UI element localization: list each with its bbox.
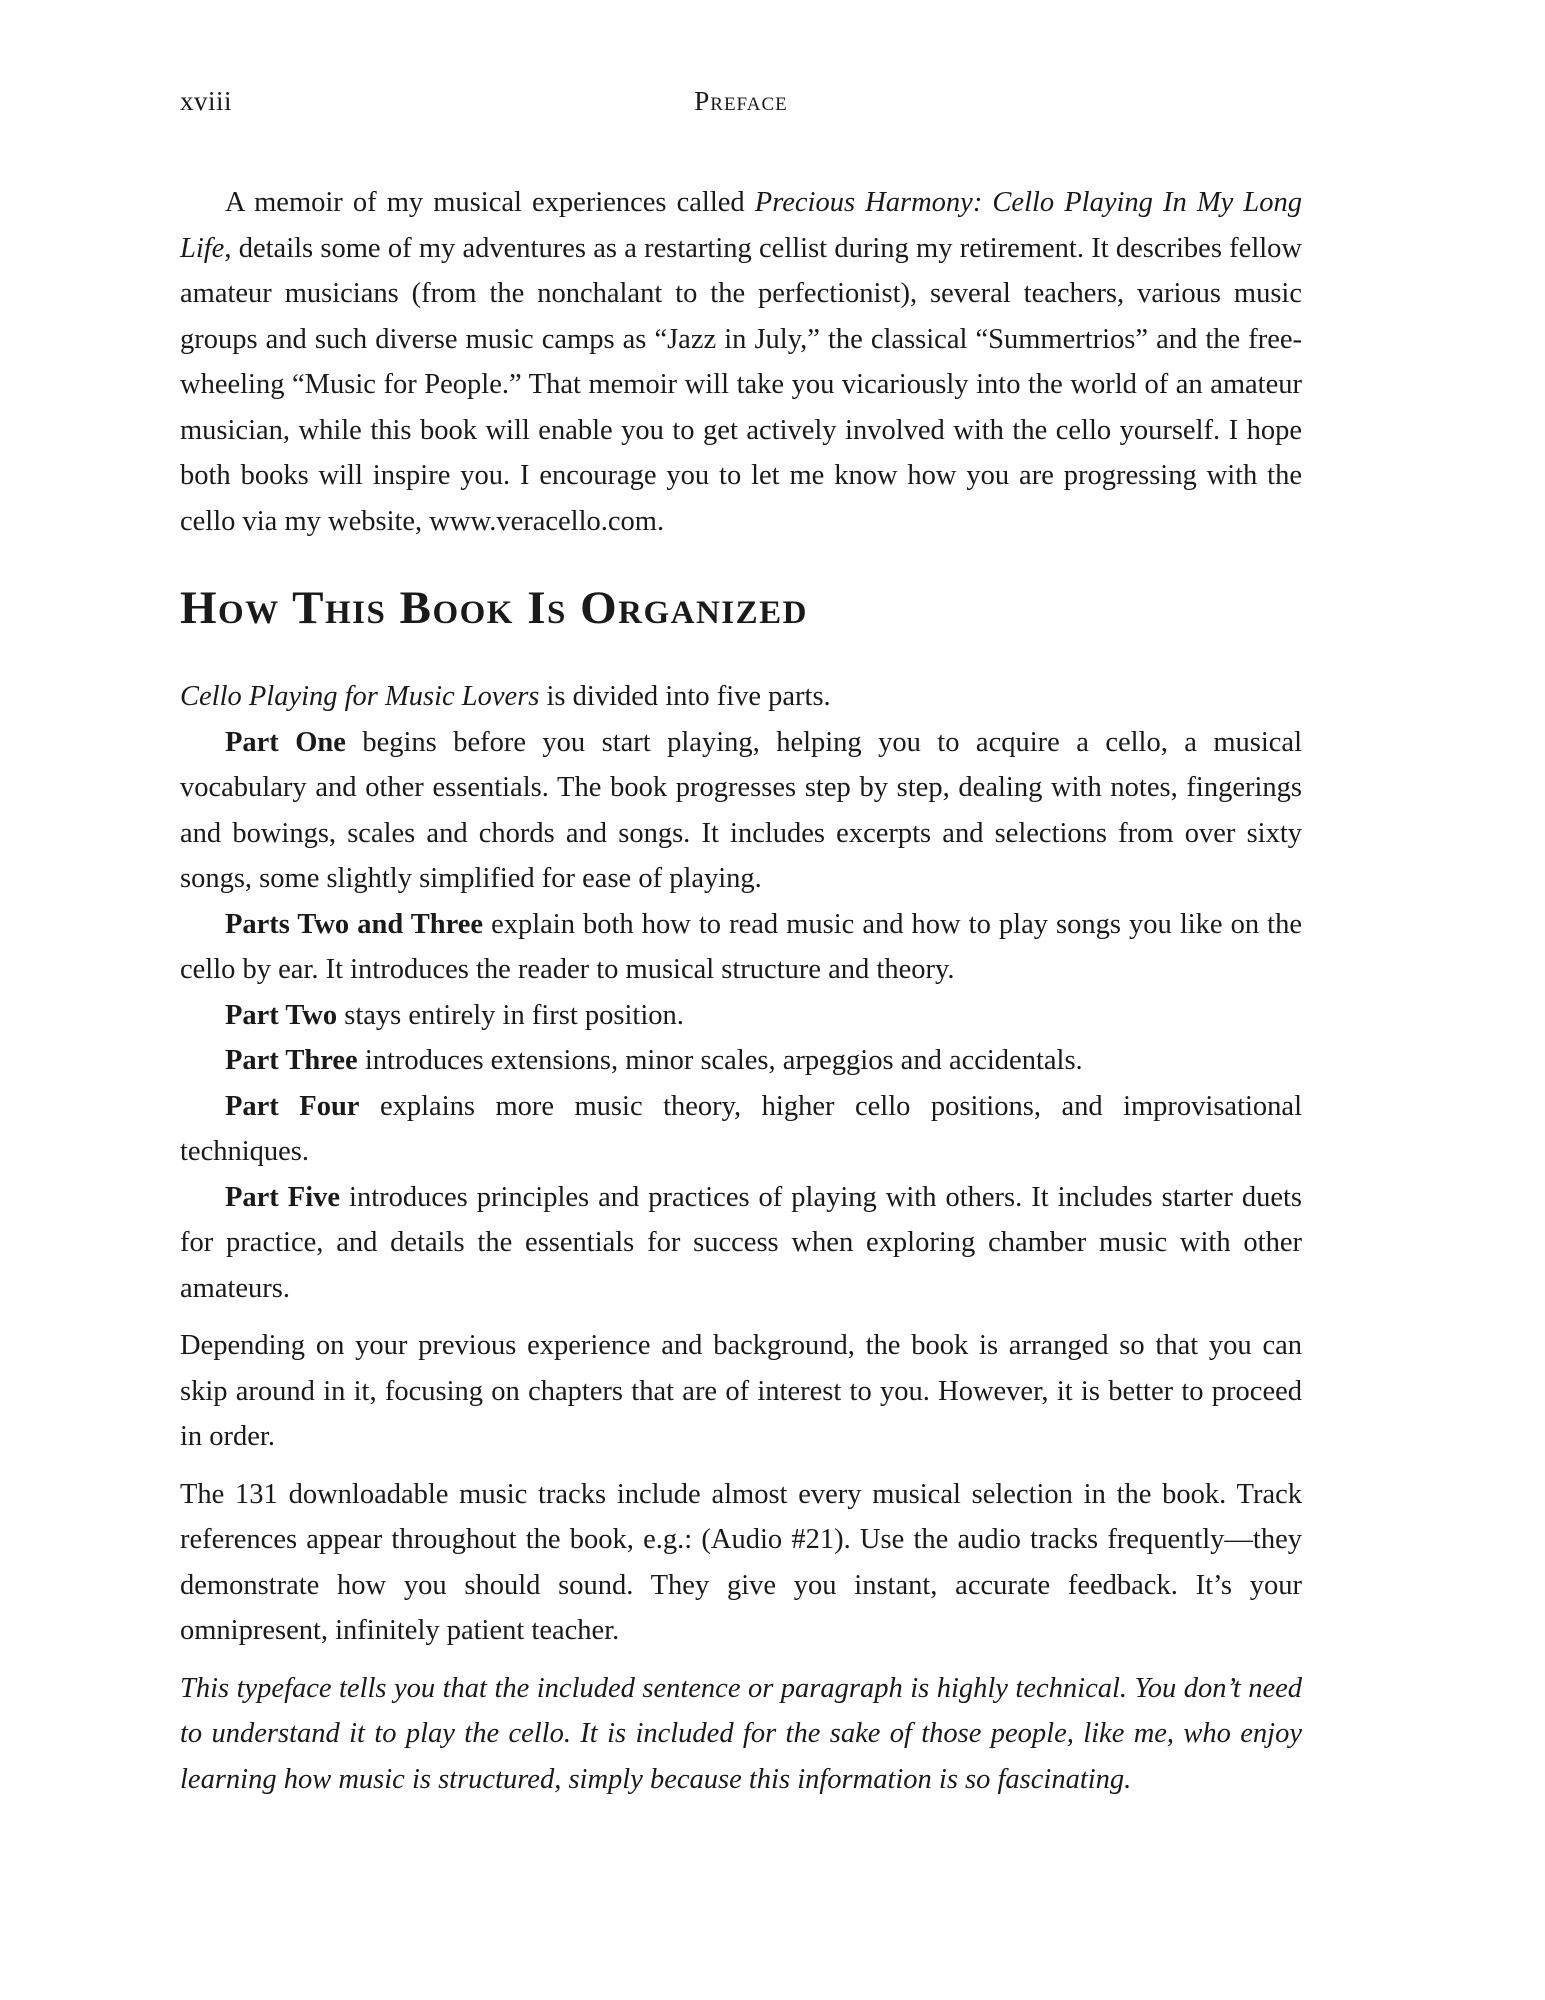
intro-book-title: Cello Playing for Music Lovers bbox=[180, 681, 540, 712]
memoir-book-title: Precious Harmony: Cello Playing In My Long Life bbox=[180, 187, 1302, 264]
part-paragraph-three bbox=[180, 1038, 1302, 1084]
memoir-paragraph bbox=[180, 180, 1302, 544]
part-label: Parts Two and Three bbox=[225, 908, 484, 940]
part-text: explains more music theory, higher cello positions, and improvisational techniques. bbox=[180, 1090, 1302, 1167]
order-paragraph: Depending on your previous experience and background, the book is arranged so that you can skip around in it, focusing on chapters that are of interest to you. However, it is better to proceed in order. bbox=[180, 1330, 1302, 1452]
part-label: Part Five bbox=[225, 1181, 341, 1213]
intro-paragraph bbox=[180, 674, 1302, 720]
section-heading: How This Book Is Organized bbox=[180, 582, 809, 634]
technical-note-paragraph: This typeface tells you that the included sentence or paragraph is highly technical. You don’t need to understand it to play the cello. It is included for the sake of those people, like me, who enjoy learning how music is structured, simply because this information is so fascinating. bbox=[180, 1672, 1302, 1795]
running-head-title: Preface bbox=[694, 86, 788, 116]
memoir-rest: , details some of my adventures as a restarting cellist during my retirement. It describes fellow amateur musicians (from the nonchalant to the perfectionist), several teachers, various music groups and such diverse music camps as “Jazz in July,” the classical “Summertrios” and the free-wheeling “Music for People.” That memoir will take you vicariously into the world of an amateur musician, while this book will enable you to get actively involved with the cello yourself. I hope both books will inspire you. I encourage you to let me know how you are progressing with the cello via my website, www.veracello.com. bbox=[180, 232, 1302, 537]
page-number: xviii bbox=[180, 86, 233, 116]
part-text: introduces extensions, minor scales, arpeggios and accidentals. bbox=[357, 1045, 1083, 1076]
part-label: Part One bbox=[225, 726, 346, 758]
memoir-lead: A memoir of my musical experiences called bbox=[225, 187, 755, 218]
part-text: begins before you start playing, helping you to acquire a cello, a musical vocabulary and other essentials. The book progresses step by step, dealing with notes, fingerings and bowings, scales and chords and songs. It includes excerpts and selections from over sixty songs, some slightly simplified for ease of playing. bbox=[180, 726, 1303, 894]
part-label: Part Three bbox=[225, 1045, 358, 1076]
part-paragraph-five bbox=[180, 1175, 1302, 1312]
part-label: Part Four bbox=[225, 1090, 360, 1122]
body-text bbox=[180, 180, 1302, 1802]
audio-paragraph: The 131 downloadable music tracks include almost every musical selection in the book. Track references appear throughout the book, e.g.: (Audio #21). Use the audio tracks frequently—they demonstrate how you should sound. They give you instant, accurate feedback. It’s your omnipresent, infinitely patient teacher. bbox=[180, 1478, 1302, 1646]
part-text: explain both how to read music and how to play songs you like on the cello by ear. It introduces the reader to musical structure and theory. bbox=[180, 908, 1302, 985]
part-text: stays entirely in first position. bbox=[337, 999, 684, 1031]
book-page bbox=[180, 0, 1302, 2000]
part-text: introduces principles and practices of playing with others. It includes starter duets for practice, and details the essentials for success when exploring chamber music with other amateurs. bbox=[180, 1181, 1302, 1304]
intro-rest: is divided into five parts. bbox=[539, 681, 831, 712]
part-paragraph-four bbox=[180, 1084, 1302, 1175]
part-paragraph-two bbox=[180, 993, 1302, 1039]
part-paragraph-two-three bbox=[180, 902, 1302, 993]
running-head bbox=[180, 86, 1302, 126]
part-paragraph-one bbox=[180, 720, 1302, 902]
part-label: Part Two bbox=[225, 999, 338, 1031]
